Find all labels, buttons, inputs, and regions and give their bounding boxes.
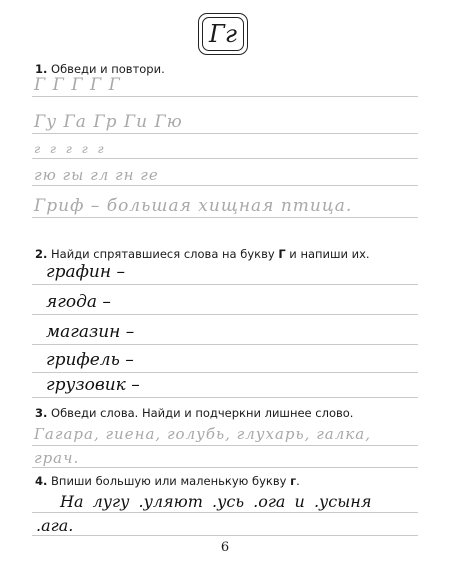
letter-header-frame — [198, 13, 248, 55]
task-2-number: 2. — [35, 247, 48, 261]
writing-rule — [32, 397, 418, 398]
task-2-text-before: Найди спрятавшиеся слова на букву — [51, 247, 279, 261]
writing-rule — [32, 535, 418, 536]
writing-rule — [32, 314, 418, 315]
task-3-text: Обведи слова. Найди и подчеркни лишнее слово. — [51, 406, 354, 420]
writing-rule — [32, 158, 418, 159]
trace-line-2: Гу Га Гр Ги Гю — [34, 112, 183, 132]
task-1-text: Обведи и повтори. — [51, 62, 165, 76]
task-4-letter: г — [290, 474, 297, 488]
trace-line-1: Г Г Г Г Г — [34, 75, 121, 95]
writing-rule — [32, 217, 418, 218]
task-1-number: 1. — [35, 62, 48, 76]
trace-line-5: Гриф – большая хищная птица. — [34, 196, 353, 216]
trace-line-7: грач. — [34, 449, 80, 467]
fill-in-sentence-line-1: На лугу .уляют .усь .ога и .усыня — [60, 492, 372, 511]
writing-rule — [32, 344, 418, 345]
task-3-heading — [35, 406, 353, 420]
task-2-text-after: и напиши их. — [285, 247, 370, 261]
trace-line-6: Гагара, гиена, голубь, глухарь, галка, — [34, 425, 371, 443]
task-3-number: 3. — [35, 406, 48, 420]
writing-rule — [32, 96, 418, 97]
writing-rule — [32, 185, 418, 186]
task-4-text-after: . — [296, 474, 300, 488]
word-3: магазин – — [46, 322, 135, 342]
trace-line-3: г г г г г — [34, 142, 107, 156]
writing-rule — [32, 512, 418, 513]
word-1: графин – — [46, 262, 125, 282]
task-2-letter: Г — [278, 247, 286, 261]
writing-rule — [32, 467, 418, 468]
writing-rule — [32, 284, 418, 285]
writing-rule — [32, 445, 418, 446]
page-number: 6 — [220, 540, 230, 555]
writing-rule — [32, 133, 418, 134]
task-4-text-before: Впиши большую или маленькую букву — [51, 474, 291, 488]
word-5: грузовик – — [46, 375, 140, 395]
trace-line-4: гю гы гл гн ге — [34, 166, 159, 184]
writing-rule — [32, 372, 418, 373]
task-4-heading — [35, 474, 300, 488]
word-4: грифель – — [46, 350, 134, 370]
word-2: ягода – — [46, 292, 111, 312]
task-4-number: 4. — [35, 474, 48, 488]
fill-in-sentence-line-2: .ага. — [36, 516, 74, 535]
task-1-heading — [35, 62, 165, 76]
letter-header: Гг — [202, 17, 244, 51]
task-2-heading — [35, 247, 370, 261]
